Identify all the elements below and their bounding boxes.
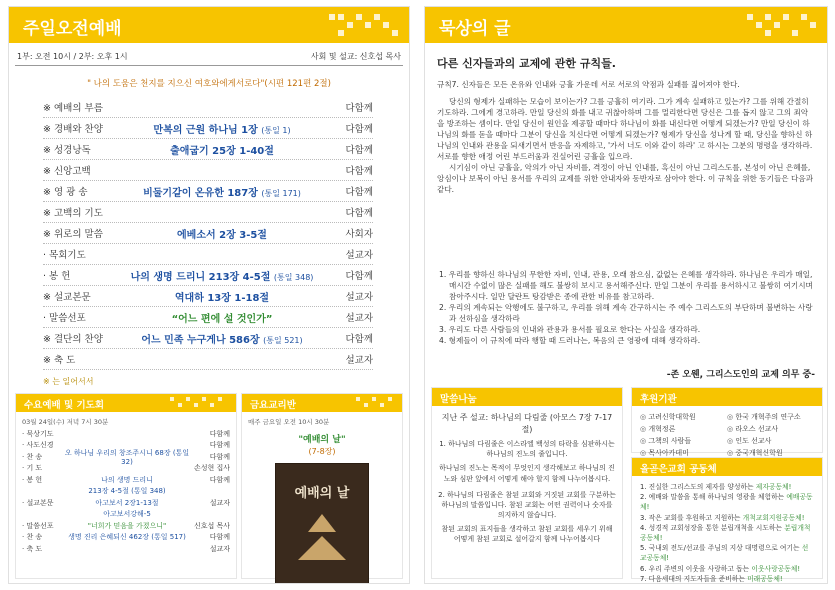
book-cover-title: 예배의 날 bbox=[294, 486, 350, 501]
order-row: · 봉 헌 나의 생명 드리니 213장 4-5절 (통일 348) 다함께 bbox=[43, 265, 373, 286]
article-source: -존 오웬, 그리스도인의 교제 의무 중- bbox=[666, 370, 815, 380]
sharing-line: 참된 교회의 표지들을 생각하고 참된 교회를 세우기 위해 어떻게 참된 교회로 설어갈지 함께 나누어봅시다 bbox=[441, 525, 613, 544]
service-times: 1부: 오전 10시 / 2부: 오후 1시 bbox=[17, 52, 128, 61]
sponsors-box bbox=[631, 387, 823, 457]
goal-item: 7. 다음세대의 지도자들을 준비하는 미래공동체! bbox=[640, 574, 783, 583]
friday-header bbox=[242, 394, 402, 412]
goal-item: 5. 국내외 전도/선교를 주님의 지상 대명령으로 여기는 선교공동체! bbox=[640, 544, 809, 563]
sponsor-item: ◎ 중국개혁신학원 bbox=[727, 448, 814, 458]
wednesday-row: 아고보서강해-5 bbox=[103, 510, 151, 519]
banner-map-decoration bbox=[747, 12, 817, 38]
book-title: "예배의 날" bbox=[298, 435, 346, 445]
meditation-title: 묵상의 글 bbox=[439, 19, 511, 39]
worship-order bbox=[43, 97, 373, 387]
wednesday-row: · 사도신경 다함께 bbox=[22, 441, 230, 450]
wednesday-row: · 찬 송 오 하나님 우리의 창조주시니 68장 (통일 32) 다함께 bbox=[22, 448, 230, 466]
article-paragraph: 당신의 형제가 실패하는 모습이 보이는가? 그를 긍휼히 여기라. 그가 계속 실패하고 있는가? 그를 위해 간절히 기도하라. 그에게 경고하라. 만일 당신의 화를 내고 귀찮아하며 그를 멀리한다면 당신은 그를 돕지 않고 그의 죄악을 방조하는 셈이다. 만일 당신이 원인을 제공할 때마다 하나님이 화를 내신다면 어떻게 되겠는가? 만일 당신이 하나님의 화를 돋을 때마다 그분이 당신을 치신다면 어떻게 되겠는가? 형제가 당신을 성나게 할 때, 당신을 향하신 하나님의 인내와 관용을 되새기면서 반응을 자제하고, '가서 너도 이와 같이 하라' 고 하시는 그분의 명령을 생각하라. 서로를 향한 애정 어린 부드러움과 진실어린 긍휼을 입으라. bbox=[437, 97, 813, 161]
order-row: ※ 설교본문 역대하 13장 1-18절 설교자 bbox=[43, 286, 373, 307]
wednesday-header bbox=[16, 394, 236, 412]
list-item: 4. 형제들이 이 규칙에 따라 행할 때 드러나는, 복음의 큰 영광에 대해 생각하라. bbox=[439, 336, 701, 345]
left-page bbox=[8, 6, 410, 584]
order-row: ※ 성경낭독 출애굽기 25장 1-40절 다함께 bbox=[43, 139, 373, 160]
wednesday-row: 213장 4-5절 (통일 348) bbox=[88, 487, 166, 496]
order-row: · 목회기도 설교자 bbox=[43, 244, 373, 265]
sharing-line: 2. 하나님의 다림줄은 참된 교회와 거짓된 교회를 구분하는 하나님의 말씀입니다. 참된 교회는 어떤 권력이나 숫자를 의지하지 않습니다. bbox=[438, 490, 616, 520]
wednesday-row: · 찬 송 생명 진리 은혜되신 462장 (통일 517) 다함께 bbox=[22, 533, 230, 542]
sponsor-item: ◎ 개혁정론 bbox=[640, 424, 727, 434]
sponsor-item: ◎ 한국 개혁주의 연구소 bbox=[727, 412, 814, 422]
wednesday-row: · 축 도 설교자 bbox=[22, 544, 230, 553]
sharing-title: 말씀나눔 bbox=[440, 394, 477, 405]
goal-item: 3. 작은 교회를 후원하고 지원하는 개척교회지원공동체! bbox=[640, 513, 805, 522]
order-row: · 말씀선포 “어느 편에 설 것인가” 설교자 bbox=[43, 307, 373, 328]
sponsors-title: 후원기관 bbox=[640, 394, 677, 405]
sponsor-item: ◎ 그책의 사람들 bbox=[640, 436, 727, 446]
community-box bbox=[631, 457, 823, 583]
order-row: ※ 위로의 말씀 에베소서 2장 3-5절 사회자 bbox=[43, 223, 373, 244]
sharing-line: 하나님의 진노는 목적이 무엇인지 생각해보고 하나님의 진노와 심판 앞에서 어떻게 해야 할지 함께 나누어봅시다. bbox=[439, 464, 615, 483]
sharing-line: 1. 하나님의 다림줄은 이스라엘 백성의 타락을 심판하시는 하나님의 진노의 줄입니다. bbox=[439, 440, 615, 459]
wednesday-time: 03월 24일(수) 저녁 7시 30분 bbox=[22, 418, 109, 426]
order-row: ※ 예배의 부름 다함께 bbox=[43, 97, 373, 118]
community-title: 올곧은교회 공동체 bbox=[640, 464, 717, 475]
friday-title: 금요교리반 bbox=[250, 400, 296, 411]
book-cover-image bbox=[275, 463, 369, 584]
friday-time: 매주 금요일 오전 10시 30분 bbox=[248, 418, 330, 426]
article-title: 다른 신자들과의 교제에 관한 규칙들. bbox=[437, 57, 616, 70]
wednesday-title: 수요예배 및 기도회 bbox=[24, 400, 105, 411]
sharing-header bbox=[432, 388, 622, 406]
article-body bbox=[437, 79, 815, 195]
banner-map-decoration bbox=[329, 12, 399, 38]
header-decoration bbox=[170, 397, 230, 409]
divider bbox=[15, 65, 403, 66]
right-page bbox=[424, 6, 828, 584]
worship-banner bbox=[9, 7, 409, 43]
service-meta bbox=[17, 51, 401, 62]
book-chapters: (7-8장) bbox=[308, 447, 336, 456]
order-row: ※ 축 도 설교자 bbox=[43, 349, 373, 370]
preacher-info: 사회 및 설교: 신호섭 목사 bbox=[310, 52, 401, 61]
sponsors-header bbox=[632, 388, 822, 406]
sponsor-item: ◎ 라오스 선교사 bbox=[727, 424, 814, 434]
list-item: 3. 우리도 다른 사람들의 인내와 관용과 용서를 필요로 한다는 사실을 생각하라. bbox=[439, 325, 701, 334]
wednesday-row: · 묵상기도 다함께 bbox=[22, 429, 230, 438]
goal-item: 2. 예배와 말씀을 통해 하나님의 영광을 체험하는 예배공동체! bbox=[640, 493, 813, 512]
wednesday-row: · 봉 헌 나의 생명 드리니 다함께 bbox=[22, 475, 230, 484]
cover-triangle bbox=[308, 514, 336, 532]
friday-box bbox=[241, 393, 403, 579]
wednesday-row: · 설교본문 아고보서 2장1-13절 설교자 bbox=[22, 498, 230, 507]
goal-item: 1. 진실한 그리스도의 제자를 양성하는 제자공동체! bbox=[640, 483, 792, 491]
goal-item: 6. 우리 주변의 이웃을 사랑하고 돕는 이웃사랑공동체! bbox=[640, 564, 801, 573]
order-row: ※ 고백의 기도 다함께 bbox=[43, 202, 373, 223]
cover-triangle bbox=[298, 536, 346, 560]
wednesday-box bbox=[15, 393, 237, 579]
standing-note: ※ 는 일어서서 bbox=[43, 377, 94, 386]
article-rule: 규칙7. 신자들은 모든 온유와 인내와 긍휼 가운데 서로 서로의 약점과 실패를 짊어져야 한다. bbox=[437, 80, 740, 89]
community-goals bbox=[632, 476, 822, 584]
order-row: ※ 결단의 찬양 어느 민족 누구게나 586장 (통일 521) 다함께 bbox=[43, 328, 373, 349]
community-header bbox=[632, 458, 822, 476]
sponsor-item: ◎ 고려신학대학원 bbox=[640, 412, 727, 422]
sharing-heading: 지난 주 설교: 하나님의 다림줄 (아모스 7장 7-17절) bbox=[441, 413, 613, 434]
motives-list bbox=[439, 269, 815, 346]
list-item: 2. 우리의 계속되는 악행에도 불구하고, 우리를 위해 계속 간구하시는 주 예수 그리스도의 부단하며 불변하는 사랑과 선하심을 생각하라 bbox=[439, 303, 813, 323]
worship-title: 주일오전예배 bbox=[23, 19, 122, 39]
sponsor-item: ◎ 인도 선교사 bbox=[727, 436, 814, 446]
sponsor-item: ◎ 목사아카데미 bbox=[640, 448, 727, 458]
sponsors-list bbox=[632, 406, 822, 464]
order-row: ※ 경배와 찬양 만복의 근원 하나님 1장 (통일 1) 다함께 bbox=[43, 118, 373, 139]
meditation-banner bbox=[425, 7, 827, 43]
header-decoration bbox=[356, 397, 396, 409]
order-row: ※ 신앙고백 다함께 bbox=[43, 160, 373, 181]
theme-verse: " 나의 도움은 천지를 지으신 여호와에게서로다"(시편 121편 2절) bbox=[87, 79, 331, 89]
wednesday-row: · 기 도 손성현 집사 bbox=[22, 464, 230, 473]
article-paragraph: 시기심이 아닌 긍휼을, 악의가 아닌 자비를, 격정이 아닌 인내를, 흑신이 아닌 그리스도를, 본성이 아닌 은혜를, 앙심이나 보복이 아닌 용서를 우리의 교제를 위한 안내자와 동반자로 삼아야 한다. 이 규칙을 위한 동기들은 다음과 같다. bbox=[437, 163, 814, 194]
list-item: 1. 우리를 향하신 하나님의 무한한 자비, 인내, 관용, 오래 참으심, 값없는 은혜를 생각하라. 하나님은 우리가 매일, 매시간 수없이 많은 실패를 해도 불쌍히 보시고 용서해주신다. 만일 그분이 우리를 용서하시고 불쌍히 여기시며 참아주시다. 일만 달란트 탕감받은 종에 관한 비유를 참고하라. bbox=[439, 270, 813, 301]
order-row: ※ 영 광 송 비둘기같이 온유한 187장 (통일 171) 다함께 bbox=[43, 181, 373, 202]
goal-item: 4. 성경적 교회성장을 통한 분립개척을 시도하는 분립개척공동체! bbox=[640, 523, 811, 542]
wednesday-row: · 말씀선포 "너희가 믿음을 가졌으니" 신호섭 목사 bbox=[22, 521, 230, 530]
sermon-sharing-box bbox=[431, 387, 623, 579]
